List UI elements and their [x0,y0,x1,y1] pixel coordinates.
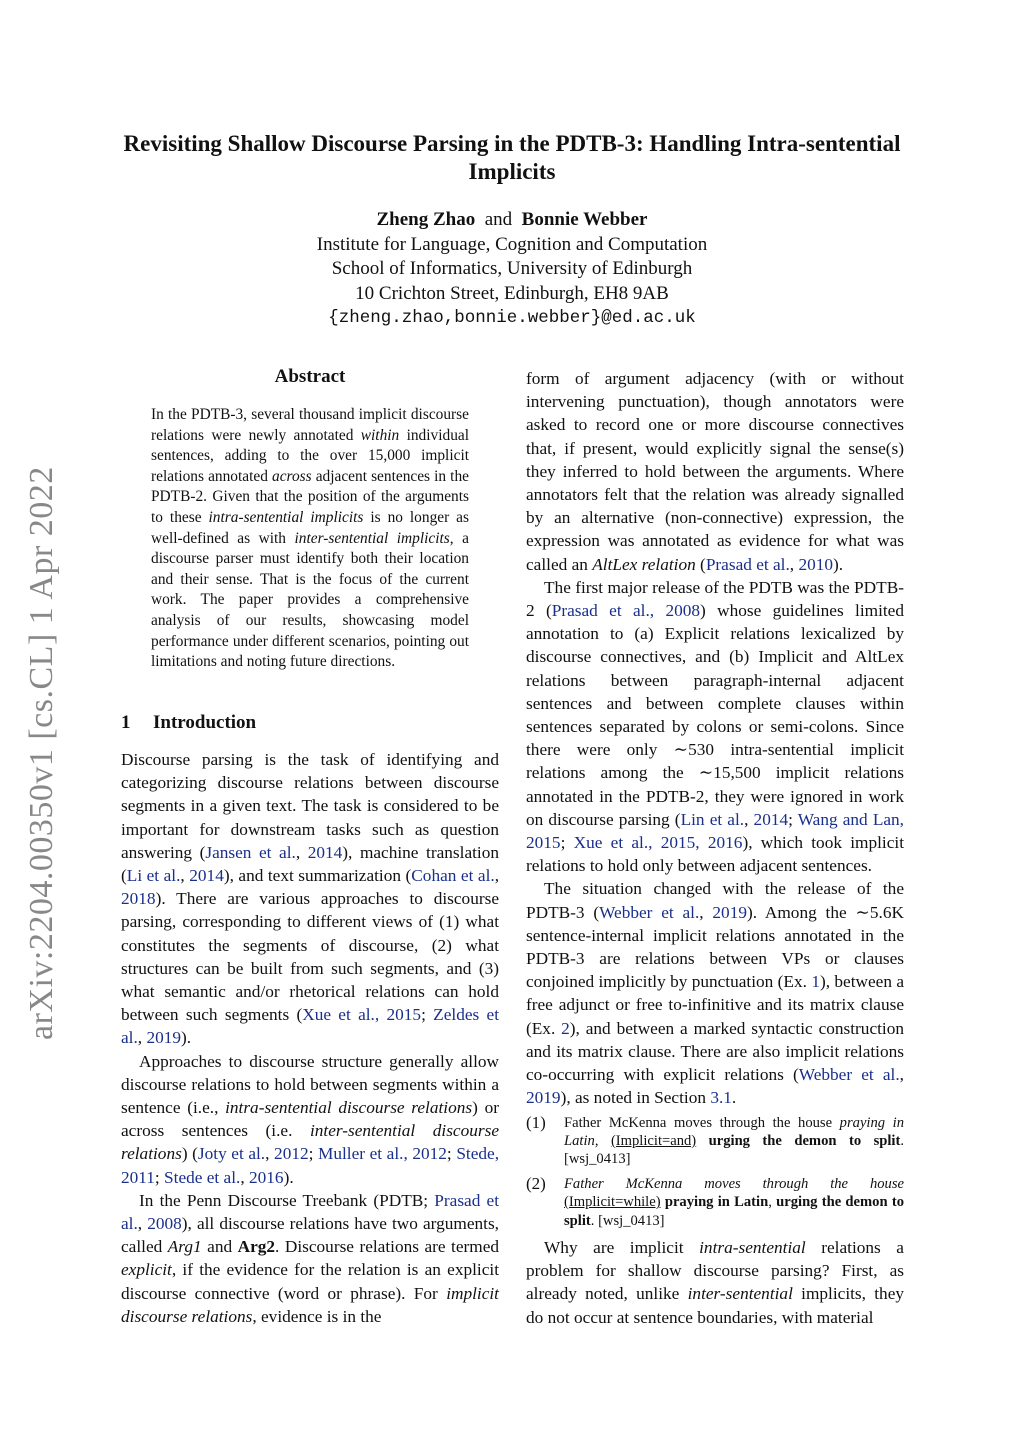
author-name: Bonnie Webber [521,209,648,230]
citation-link[interactable]: 2012 [274,1144,309,1164]
citation-link[interactable]: Cohan et al. [411,866,495,886]
paragraph: form of argument adjacency (with or without intervening punctuation), though annotators were asked to record one or more discourse connectives that, if present, would explicitly signal the sense(s) they inferred to hold between the arguments. Where annotators felt that the relation was already signalled by an alternative (non-connective) expression, the expression was annotated as evidence for what was called an AltLex relation (Prasad et al., 2010). [526,369,904,574]
citation-link[interactable]: 2019 [712,902,747,922]
affiliation-line: Institute for Language, Cognition and Computation [316,233,708,255]
paragraph: Discourse parsing is the task of identifying and categorizing discourse relations between discourse segments in a given text. The task is considered to be important for downstream tasks such as question answering (Jansen et al., 2014), machine translation (Li et al., 2014), and text summarization (Cohan et al., 2018). There are various approaches to discourse parsing, corresponding to different views of (1) what constitutes the segments of discourse, (2) what structures can be built from such segments, and (3) what semantic and/or rhetorical relations can hold between such segments (Xue et al., 2015; Zeldes et al., 2019). [121,750,500,1048]
abstract-heading: Abstract [274,366,346,387]
example-text: Father McKenna moves through the house (Implicit=while) praying in Latin, urging the demon to split. [wsj_0413] [564,1175,905,1229]
example-ref-link[interactable]: 1 [811,972,820,992]
arxiv-stamp: arXiv:2204.00350v1 [cs.CL] 1 Apr 2022 [23,466,60,1040]
abstract-body: In the PDTB-3, several thousand implicit discourse relations were newly annotated within individual sentences, adding to the over 15,000 implicit relations annotated across adjacent sentences in the PDTB-2. Given that the position of the arguments to these intra-sentential implicits is no longer as well-defined as with inter-sentential implicits, a discourse parser must identify both their location and their sense. That is the focus of the current work. The paper provides a comprehensive analysis of our results, showcasing model performance under different scenarios, pointing out limitations and noting future directions. [151,406,470,671]
citation-link[interactable]: 2016 [249,1167,284,1187]
author-and: and [484,209,513,230]
section-number: 1 [121,712,131,733]
right-column [526,367,904,1329]
citation-link[interactable]: Webber et al. [599,902,700,922]
citation-link[interactable]: 2014 [307,842,343,862]
citation-link[interactable]: Xue et al., 2015, 2016 [573,833,743,853]
citation-link[interactable]: Stede et al. [164,1167,241,1187]
author-email[interactable]: {zheng.zhao,bonnie.webber}@ed.ac.uk [328,308,696,328]
citation-link[interactable]: 2008 [147,1214,182,1234]
citation-link[interactable]: 2014 [189,866,224,886]
example-text: Father McKenna moves through the house praying in Latin, (Implicit=and) urging the demon to split. [wsj_0413] [564,1114,904,1168]
example-number: (1) [526,1112,546,1132]
citation-link[interactable]: Prasad et al. [121,1190,499,1234]
citation-link[interactable]: Webber et al. [798,1065,900,1085]
citation-link[interactable]: 2018 [121,889,156,909]
citation-link[interactable]: 2014 [753,809,789,829]
citation-link[interactable]: 2010 [798,554,833,574]
author-name: Zheng Zhao [376,209,476,230]
affiliation-line: 10 Crichton Street, Edinburgh, EH8 9AB [355,282,669,304]
paragraph: The situation changed with the release of the PDTB-3 (Webber et al., 2019). Among the ∼5.6K sentence-internal implicit relations annotated in the PDTB-3 are relations between VPs or clauses conjoined implicitly by punctuation (Ex. 1), between a free adjunct or free to-infinitive and its matrix clause (Ex. 2), and between a marked syntactic construction and its matrix clause. There are also implicit relations co-occurring with explicit relations (Webber et al., 2019), as noted in Section 3.1. [526,879,905,1108]
paragraph: Why are implicit intra-sentential relations a problem for shallow discourse parsing? First, as already noted, unlike inter-sentential implicits, they do not occur at sentence boundaries, with material [526,1237,905,1327]
paper-title: Revisiting Shallow Discourse Parsing in the PDTB-3: Handling Intra-sentential Implicits [123,131,901,184]
citation-link[interactable]: Li et al. [126,866,181,886]
citation-link[interactable]: Xue et al., 2015 [302,1005,422,1025]
citation-link[interactable]: 2019 [146,1028,181,1048]
citation-link[interactable]: Muller et al., 2012 [318,1144,447,1164]
citation-link[interactable]: Prasad et al. [705,554,790,574]
example-2 [526,1175,904,1230]
example-1 [526,1114,904,1169]
citation-link[interactable]: Zeldes et al. [121,1005,500,1048]
citation-link[interactable]: 2019 [526,1088,561,1108]
paragraph: Approaches to discourse structure generally allow discourse relations to hold between segments within a sentence (i.e., intra-sentential discourse relations) or across sentences (i.e. inter-sentential discourse relations) (Joty et al., 2012; Muller et al., 2012; Stede, 2011; Stede et al., 2016). [121,1051,500,1187]
section-heading-introduction [121,712,256,734]
introduction-column [121,748,499,1328]
citation-link[interactable]: Wang and Lan, 2015 [526,809,905,853]
citation-link[interactable]: Jansen et al. [205,842,296,862]
example-ref-link[interactable]: 2 [561,1018,570,1038]
section-ref-link[interactable]: 3.1 [710,1088,732,1108]
citation-link[interactable]: Stede, 2011 [121,1144,500,1187]
citation-link[interactable]: Joty et al. [197,1144,266,1164]
paragraph: The first major release of the PDTB was the PDTB-2 (Prasad et al., 2008) whose guidelines limited annotation to (a) Explicit relations lexicalized by discourse connectives, and (b) Implicit and AltLex relations between paragraph-internal adjacent sentences and between complete clauses within sentences separated by colons or semi-colons. Since there were only ∼530 intra-sentential implicit relations among the ∼15,500 implicit relations annotated in the PDTB-2, they were ignored in work on discourse parsing (Lin et al., 2014; Wang and Lan, 2015; Xue et al., 2015, 2016), which took implicit relations to hold only between adjacent sentences. [526,577,905,876]
citation-link[interactable]: Lin et al. [680,809,745,829]
paragraph: In the Penn Discourse Treebank (PDTB; Prasad et al., 2008), all discourse relations have two arguments, called Arg1 and Arg2. Discourse relations are termed explicit, if the evidence for the relation is an explicit discourse connective (word or phrase). For implicit discourse relations, evidence is in the [121,1190,500,1326]
author-block [120,208,904,331]
example-number: (2) [526,1173,546,1193]
citation-link[interactable]: Prasad et al., 2008 [551,601,701,621]
section-title: Introduction [153,712,257,733]
affiliation-line: School of Informatics, University of Edinburgh [331,258,693,279]
